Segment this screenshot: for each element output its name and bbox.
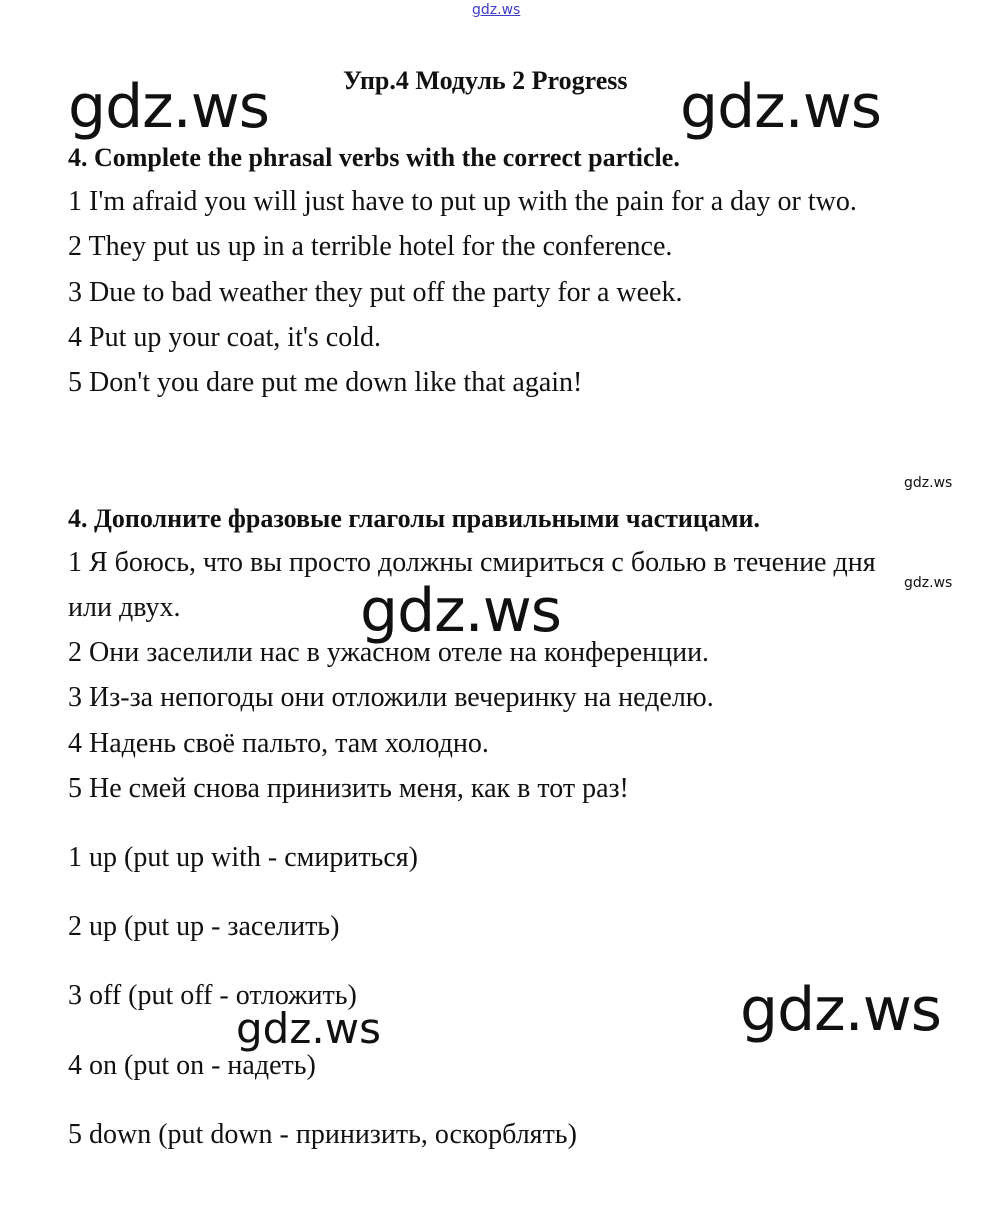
english-sentence: 4 Put up your coat, it's cold. (68, 322, 382, 353)
english-heading: 4. Complete the phrasal verbs with the correct particle. (68, 143, 680, 172)
russian-sentence: или двух. (68, 592, 181, 623)
english-sentence: 2 They put us up in a terrible hotel for the conference. (68, 231, 673, 262)
watermark-large: gdz.ws (68, 72, 270, 142)
russian-sentence: 2 Они заселили нас в ужасном отеле на конференции. (68, 637, 710, 668)
answer-item: 1 up (put up with - смириться) (68, 842, 418, 873)
watermark-small: gdz.ws (904, 575, 953, 591)
english-sentence: 3 Due to bad weather they put off the party for a week. (68, 277, 683, 308)
russian-sentence: 5 Не смей снова принизить меня, как в тот раз! (68, 773, 629, 804)
answer-item: 4 on (put on - надеть) (68, 1050, 316, 1081)
answer-item: 5 down (put down - принизить, оскорблять) (68, 1119, 577, 1150)
watermark-small: gdz.ws (904, 475, 953, 491)
russian-sentence: 4 Надень своё пальто, там холодно. (68, 728, 489, 759)
watermark-large: gdz.ws (740, 975, 942, 1045)
watermark-top-link[interactable]: gdz.ws (472, 2, 521, 18)
page-title: Упр.4 Модуль 2 Progress (343, 66, 628, 95)
russian-sentence: 3 Из-за непогоды они отложили вечеринку на неделю. (68, 682, 714, 713)
watermark-medium: gdz.ws (236, 1004, 381, 1053)
russian-heading: 4. Дополните фразовые глаголы правильными частицами. (68, 504, 761, 533)
watermark-large: gdz.ws (360, 576, 562, 646)
watermark-large: gdz.ws (680, 72, 882, 142)
answer-item: 3 off (put off - отложить) (68, 980, 357, 1011)
english-sentence: 5 Don't you dare put me down like that again! (68, 367, 583, 398)
answer-item: 2 up (put up - заселить) (68, 911, 340, 942)
russian-sentence: 1 Я боюсь, что вы просто должны смириться с болью в течение дня (68, 547, 876, 578)
english-sentence: 1 I'm afraid you will just have to put up with the pain for a day or two. (68, 186, 857, 217)
